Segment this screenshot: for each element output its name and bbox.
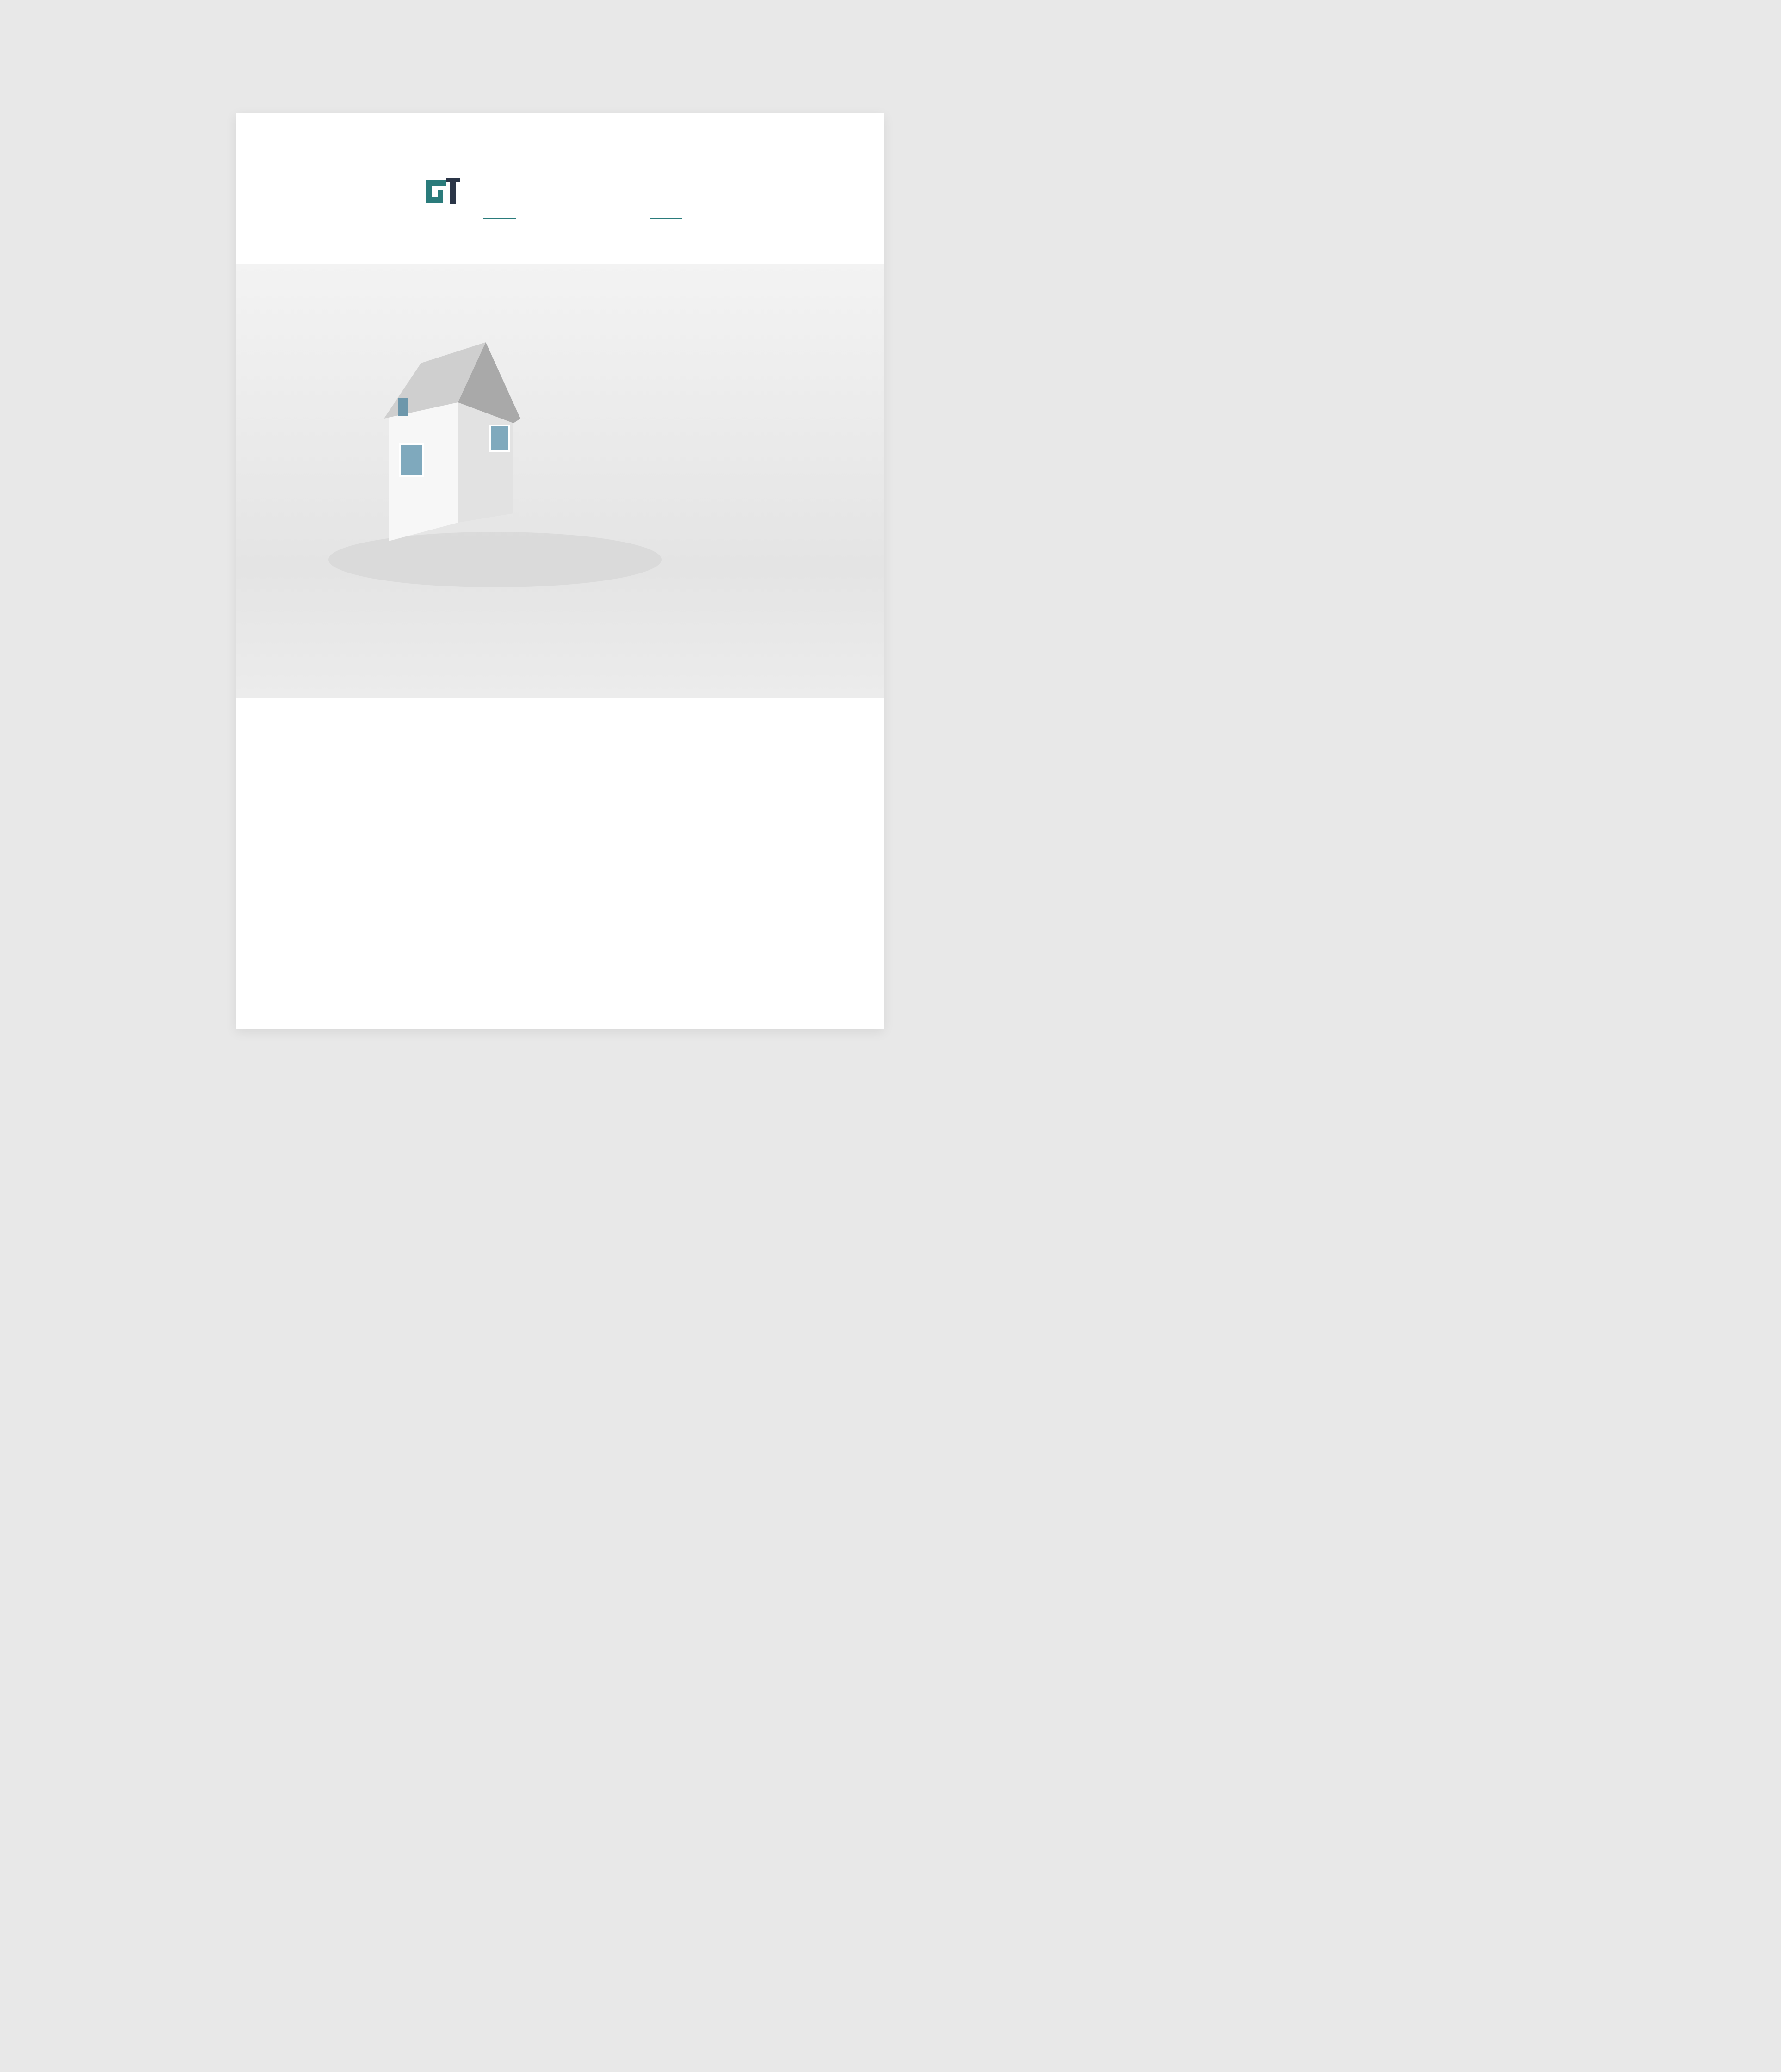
logo-band [236,113,884,264]
logo-rule-right [650,218,682,219]
logo-rule-left [483,218,516,219]
hero-image [236,264,884,698]
house-key-illustration [236,264,884,698]
firm-logo-icon [421,171,465,210]
cover-page [236,113,884,1029]
